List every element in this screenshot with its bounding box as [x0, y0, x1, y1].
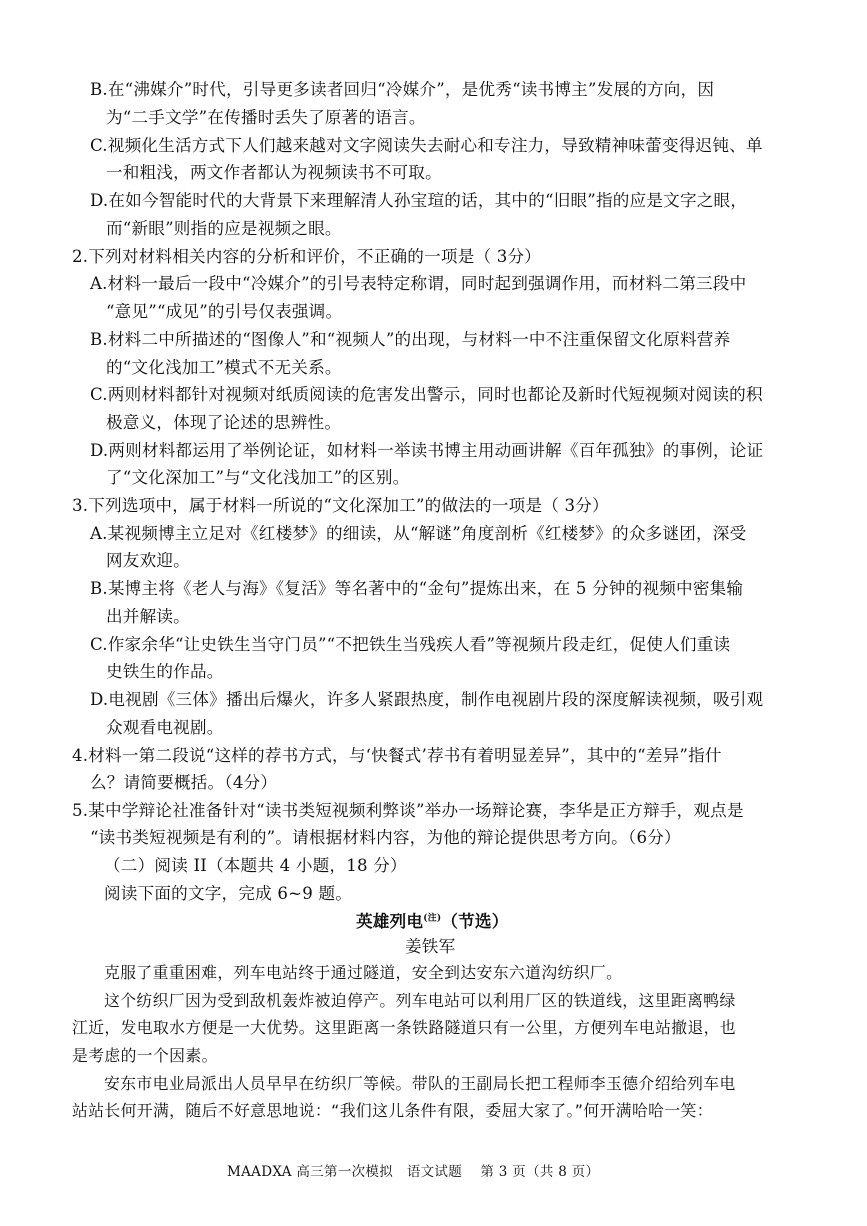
q1-option-d-line1: D.在如今智能时代的大背景下来理解清人孙宝瑄的话，其中的“旧眼”指的应是文字之眼， [90, 191, 748, 210]
q2-stem: 2.下列对材料相关内容的分析和评价，不正确的一项是（ 3分） [72, 247, 542, 266]
q3-option-c-line1: C.作家余华“让史铁生当守门员”“不把铁生当残疾人看”等视频片段走红，促使人们重读 [90, 635, 731, 654]
q3-option-d-line2: 众观看电视剧。 [106, 718, 224, 737]
q2-option-d-line2: 了“文化深加工”与“文化浅加工”的区别。 [106, 468, 410, 487]
reading-instruction: 阅读下面的文字，完成 6~9 题。 [104, 884, 353, 903]
q1-option-c-line1: C.视频化生活方式下人们越来越对文字阅读失去耐心和专注力，导致精神味蕾变得迟钝、单 [90, 136, 763, 155]
article-paragraph-3-line2: 站站长何开满，随后不好意思地说：“我们这儿条件有限，委屈大家了。”何开满哈哈一笑： [72, 1101, 713, 1120]
q3-option-a-line2: 网友欢迎。 [106, 551, 190, 570]
article-title-text: 英雄列电 [356, 911, 424, 931]
q2-option-b-line1: B.材料二中所描述的“图像人”和“视频人”的出现，与材料一中不注重保留文化原料营养 [90, 330, 731, 349]
q1-option-b-line2: 为“二手文学”在传播时丢失了原著的语言。 [106, 108, 426, 127]
article-paragraph-2-line1: 这个纺织厂因为受到敌机轰炸被迫停产。列车电站可以利用厂区的铁道线，这里距离鸭绿 [104, 991, 736, 1010]
q2-option-d-line1: D.两则材料都运用了举例论证，如材料一举读书博主用动画讲解《百年孤独》的事例，论证 [90, 441, 764, 460]
q1-option-b-line1: B.在“沸媒介”时代，引导更多读者回归“冷媒介”，是优秀“读书博主”发展的方向，因 [90, 80, 715, 99]
article-title [356, 910, 509, 932]
q4-line1: 4.材料一第二段说“这样的荐书方式，与‘快餐式’荐书有着明显差异”，其中的“差异”指什 [72, 746, 722, 765]
article-author: 姜铁军 [405, 937, 456, 956]
article-paragraph-1-line1: 克服了重重困难，列车电站终于通过隧道，安全到达安东六道沟纺织厂。 [104, 963, 623, 982]
q2-option-c-line1: C.两则材料都针对视频对纸质阅读的危害发出警示，同时也都论及新时代短视频对阅读的积 [90, 385, 763, 404]
q3-stem: 3.下列选项中，属于材料一所说的“文化深加工”的做法的一项是（ 3分） [72, 496, 609, 515]
q2-option-c-line2: 极意义，体现了论述的思辨性。 [106, 413, 342, 432]
article-title-note: (注) [423, 913, 442, 924]
section-heading: （二）阅读 II（本题共 4 小题，18 分） [104, 856, 407, 875]
q4-line2: 么？请简要概括。（4分） [90, 773, 278, 792]
q1-option-c-line2: 一和粗浅，两文作者都认为视频读书不可取。 [106, 163, 442, 182]
q3-option-b-line2: 出并解读。 [106, 607, 190, 626]
q5-line1: 5.某中学辩论社准备针对“读书类短视频利弊谈”举办一场辩论赛，李华是正方辩手，观点是 [72, 801, 744, 820]
article-paragraph-2-line2: 江近，发电取水方便是一大优势。这里距离一条铁路隧道只有一公里，方便列车电站撤退，也 [72, 1018, 737, 1037]
article-paragraph-3-line1: 安东市电业局派出人员早早在纺织厂等候。带队的王副局长把工程师李玉德介绍给列车电 [104, 1074, 736, 1093]
q3-option-b-line1: B.某博主将《老人与海》《复活》等名著中的“金句”提炼出来，在 5 分钟的视频中密集输 [90, 579, 744, 598]
article-paragraph-2-line3: 是考虑的一个因素。 [72, 1046, 218, 1065]
article-title-suffix: （节选） [441, 911, 509, 931]
q2-option-a-line1: A.材料一最后一段中“冷媒介”的引号表特定称谓，同时起到强调作用，而材料二第三段中 [90, 274, 747, 293]
q2-option-a-line2: “意见”“成见”的引号仅表强调。 [106, 302, 343, 321]
q3-option-c-line2: 史铁生的作品。 [106, 662, 224, 681]
q5-line2: “读书类短视频是有利的”。请根据材料内容，为他的辩论提供思考方向。（6分） [90, 828, 681, 847]
q3-option-a-line1: A.某视频博主立足对《红楼梦》的细读，从“解谜”角度剖析《红楼梦》的众多谜团，深受 [90, 524, 747, 543]
page-footer: MAADXA 高三第一次模拟 语文试题 第 3 页（共 8 页） [227, 1164, 600, 1180]
q3-option-d-line1: D.电视剧《三体》播出后爆火，许多人紧跟热度，制作电视剧片段的深度解读视频，吸引观 [90, 690, 764, 709]
q2-option-b-line2: 的“文化浅加工”模式不无关系。 [106, 358, 342, 377]
q1-option-d-line2: 而“新眼”则指的应是视频之眼。 [106, 219, 342, 238]
